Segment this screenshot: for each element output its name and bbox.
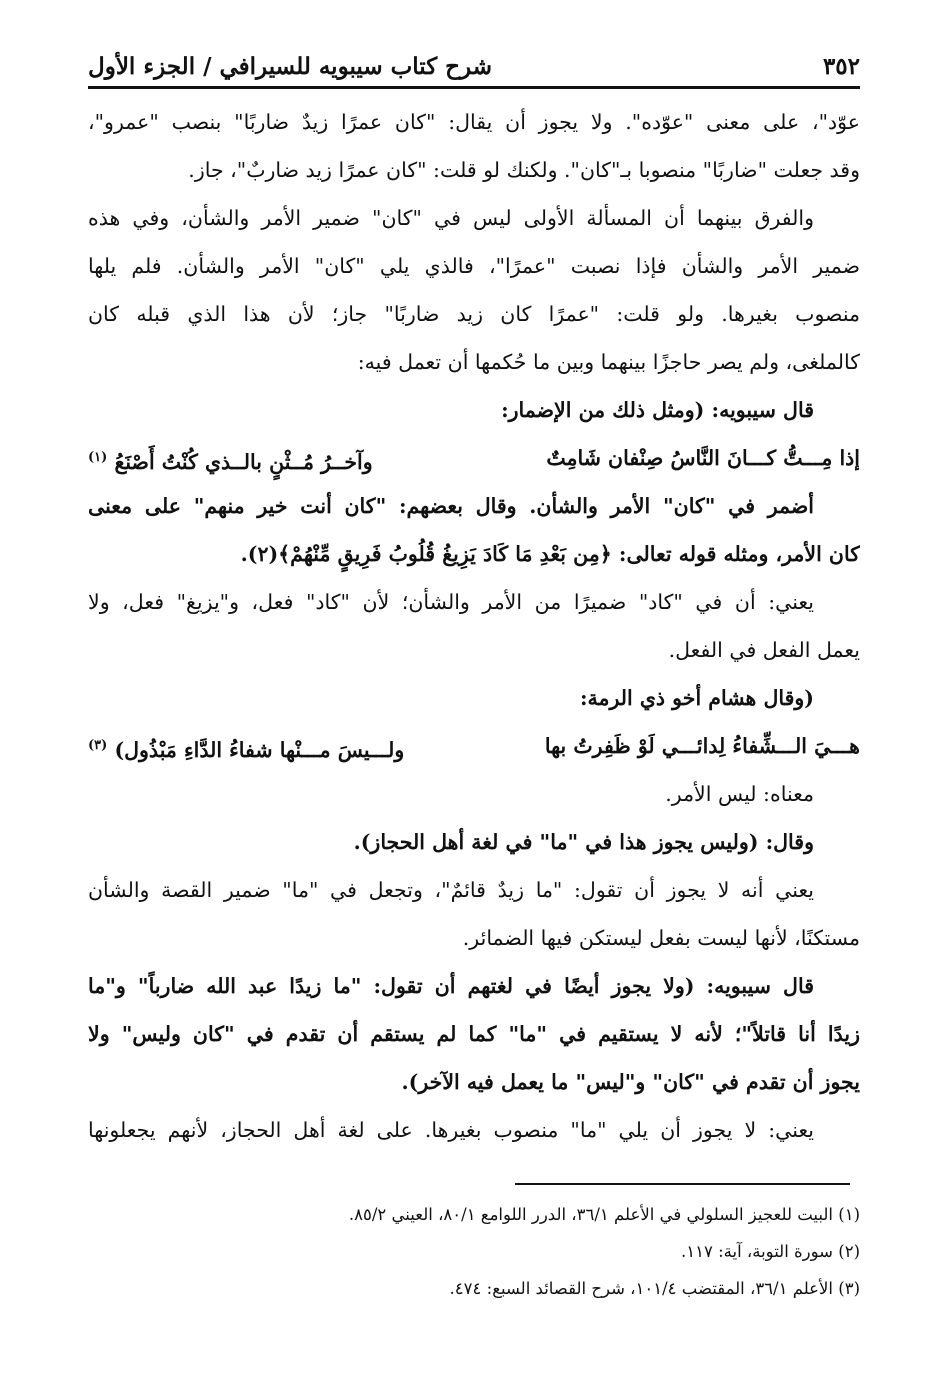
text-line: كان الأمر، ومثله قوله تعالى: ﴿مِن بَعْدِ مَا كَادَ يَزِيغُ قُلُوبُ فَرِيقٍ مِّنْهُمْ﴾(٢). (240, 542, 860, 566)
text-line: أضمر في "كان" الأمر والشأن. وقال بعضهم: "كان أنت خير منهم" على معنى (88, 494, 814, 518)
footnote-separator (515, 1183, 850, 1185)
footnote: (٢) سورة التوبة، آية: ١١٧. (681, 1242, 860, 1261)
footnote: (٣) الأعلم ٣٦/١، المقتضب ١٠١/٤، شرح القصائد السبع: ٤٧٤. (449, 1279, 860, 1298)
text-line: وقد جعلت "ضاربًا" منصوبا بـ"كان". ولكنك لو قلت: "كان عمرًا زيد ضاربٌ"، جاز. (188, 158, 860, 182)
text-line: كالملغى، ولم يصر حاجزًا بينهما وبين ما حُكمها أن تعمل فيه: (357, 350, 860, 374)
text-line: زيدًا أنا قاتلاً"؛ لأنه لا يستقيم في "ما" كما لم يستقم أن تقدم في "كان وليس" ولا (88, 1022, 860, 1046)
text-line: مستكنًا، لأنها ليست بفعل ليستكن فيها الضمائر. (462, 926, 860, 950)
verse-1-first-hemistich: إذا مِـــتُّ كـــانَ النَّاسُ صِنْفان شَامِتٌ (546, 446, 860, 470)
text-line: يعني أنه لا يجوز أن تقول: "ما زيدٌ قائمٌ"، وتجعل في "ما" ضمير القصة والشأن (88, 878, 814, 902)
text-line: يعني: لا يجوز أن يلي "ما" منصوب بغيرها. على لغة أهل الحجاز، لأنهم يجعلونها (88, 1118, 814, 1142)
header-rule (88, 86, 860, 89)
text-line: وقال: (وليس يجوز هذا في "ما" في لغة أهل الحجاز). (353, 830, 814, 854)
verse-2-first-hemistich: هـــيَ الـــشِّفاءُ لِدائـــي لَوْ ظَفِرتُ بها (544, 734, 860, 758)
verse-2-second-hemistich: ولـــيسَ مـــنْها شفاءُ الدَّاءِ مَبْذُول) (114, 737, 405, 762)
verse-line-2 (88, 722, 860, 770)
text-line: ضمير الأمر والشأن فإذا نصبت "عمرًا"، فالذي يلي "كان" الأمر والشأن. فلم يلها (88, 254, 860, 278)
verse-1-second-hemistich: وآخــرُ مُــثْنٍ بالــذي كُنْتُ أَصْنَعُ (114, 449, 373, 474)
text-line: يجوز أن تقدم في "كان" و"ليس" ما يعمل فيه الآخر). (401, 1070, 860, 1094)
text-line: قال سيبويه: (ومثل ذلك من الإضمار: (501, 398, 814, 422)
footnote: (١) البيت للعجيز السلولي في الأعلم ٣٦/١، الدرر اللوامع ٨٠/١، العيني ٨٥/٢. (348, 1205, 860, 1224)
text-line: معناه: ليس الأمر. (665, 782, 814, 806)
page-number: ٣٥٢ (822, 53, 860, 80)
text-line: منصوب بغيرها. ولو قلت: "عمرًا كان زيد ضاربًا" جاز؛ لأن هذا الذي قبله كان (88, 302, 860, 326)
text-line: عوّد"، على معنى "عوّده". ولا يجوز أن يقال: "كان عمرًا زيدٌ ضاربًا" بنصب "عمرو"، (88, 110, 860, 134)
main-text (88, 98, 860, 1154)
page-header (88, 36, 860, 80)
text-line: يعني: أن في "كاد" ضميرًا من الأمر والشأن؛ لأن "كاد" فعل، و"يزيغ" فعل، ولا (88, 590, 814, 614)
text-line: قال سيبويه: (ولا يجوز أيضًا في لغتهم أن تقول: "ما زيدًا عبد الله ضارباً" و"ما (88, 974, 814, 998)
text-line: يعمل الفعل في الفعل. (668, 638, 860, 662)
text-line: والفرق بينهما أن المسألة الأولى ليس في "كان" ضمير الأمر والشأن، وفي هذه (88, 206, 814, 230)
footnotes (88, 1196, 860, 1307)
running-title: شرح كتاب سيبويه للسيرافي / الجزء الأول (88, 53, 492, 80)
text-line: (وقال هشام أخو ذي الرمة: (579, 686, 814, 710)
footnote-mark-3: (٣) (88, 738, 108, 753)
verse-line-1 (88, 434, 860, 482)
footnote-mark-1: (١) (88, 450, 108, 465)
